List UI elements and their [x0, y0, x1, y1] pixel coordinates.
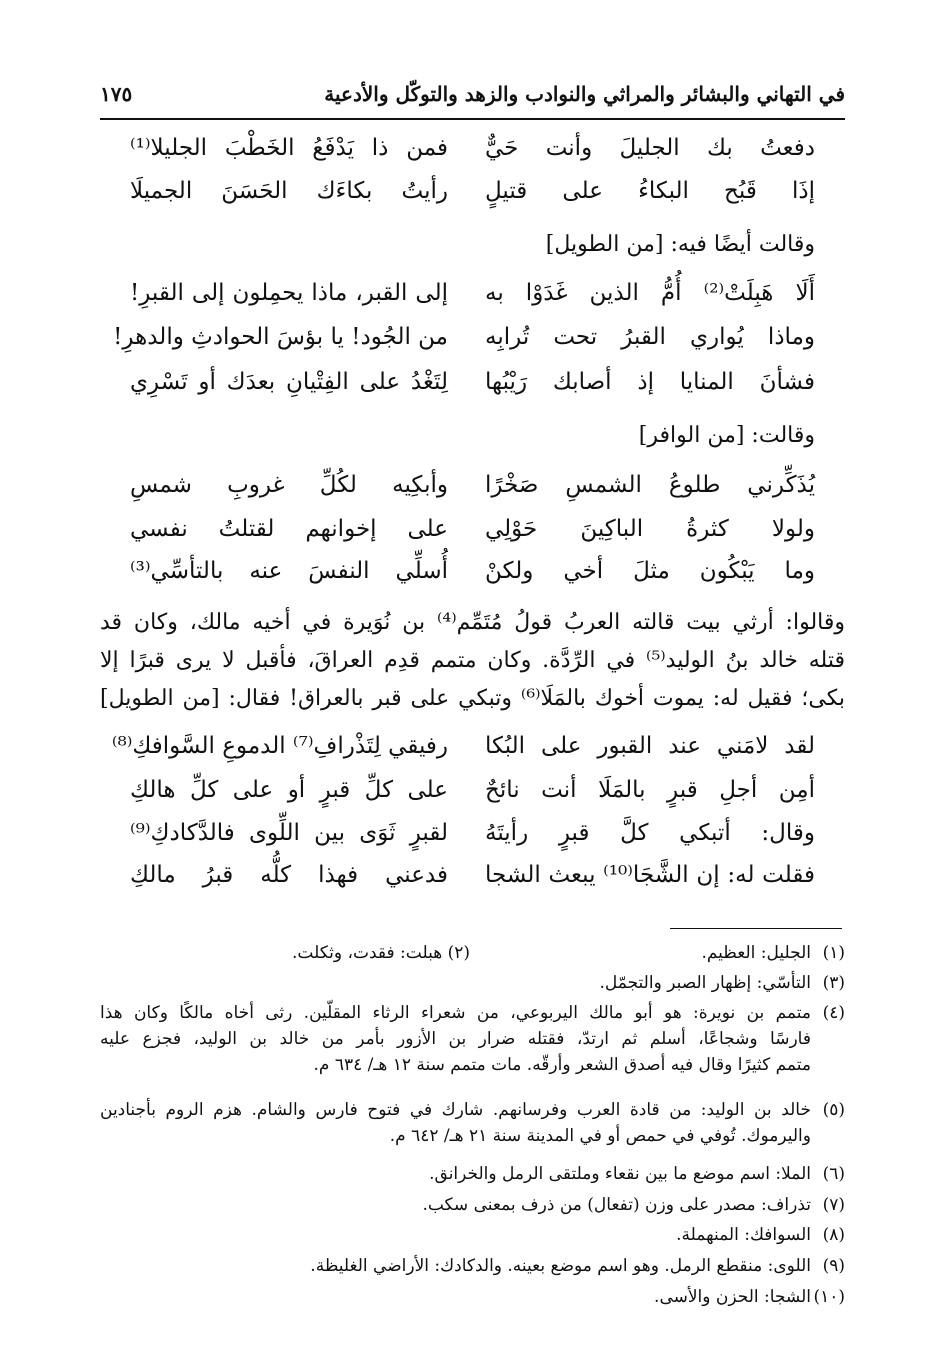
header-rule — [100, 118, 845, 120]
footnote-number: (٥) — [822, 1100, 845, 1120]
verse-first-hemistich: فقلت له: إن الشَّجَا⁽¹⁰⁾ يبعث الشجا — [485, 862, 815, 888]
verse-line — [100, 733, 845, 773]
verse-second-hemistich: لِتَغْدُ على الفِتْيانِ بعدَك أو تَسْرِي — [130, 369, 448, 395]
verse-first-hemistich: أمِن أجلِ قبرٍ بالمَلَا أنت نائحٌ — [485, 777, 815, 803]
footnote — [100, 1192, 845, 1218]
footnote-text: تذراف: مصدر على وزن (تفعال) من ذرف بمعنى سكب. — [422, 1195, 811, 1215]
verse-first-hemistich: دفعتُ بك الجليلَ وأنت حَيٌّ — [485, 135, 815, 161]
running-title: في التهاني والبشائر والمراثي والنوادب والزهد والتوكّل والأدعية — [324, 82, 845, 106]
footnote-number: (٨) — [822, 1225, 845, 1245]
footnote — [100, 1284, 845, 1310]
verse-first-hemistich: وماذا يُواري القبرُ تحت تُرابِه — [485, 324, 815, 350]
footnote-number: (٢) — [447, 943, 470, 963]
footnote-text: متمم بن نويرة: هو أبو مالك اليربوعي، من شعراء الرثاء المقلّين. رثى أخاه مالكًا وكان هذا — [100, 1003, 811, 1023]
verse-second-hemistich: إلى القبر، ماذا يحمِلون إلى القبرِ! — [130, 280, 448, 306]
verse-line — [100, 862, 845, 902]
footnote-number: (٩) — [822, 1256, 845, 1276]
verse-second-hemistich: فمن ذا يَدْفَعُ الخَطْبَ الجليلا⁽¹⁾ — [130, 135, 448, 161]
footnote-text: الجليل: العظيم. — [701, 943, 811, 963]
verse-first-hemistich: لقد لامَني عند القبور على البُكا — [485, 733, 815, 759]
verse-line — [100, 516, 845, 556]
verse-second-hemistich: وأبكِيه لكُلِّ غروبِ شمسِ — [130, 472, 448, 498]
footnote-text: فارسًا وشجاعًا، أسلم ثم ارتدّ، فقتله ضرار بن الأزور بأمر من خالد بن الوليد، فجزع عليه — [100, 1029, 811, 1049]
verse-line — [100, 280, 845, 320]
verse-line — [100, 135, 845, 175]
footnote-number: (٧) — [822, 1195, 845, 1215]
footnote-number: (٦) — [822, 1164, 845, 1184]
prose-line: بكى؛ فقيل له: يموت أخوك بالمَلَا⁽⁶⁾ وتبكي على قبر بالعراق! فقال: [من الطويل] — [100, 686, 845, 711]
footnote-text: متمم كثيرًا وقال فيه أصدق الشعر وأرقّه. مات متمم سنة ١٢ هـ/ ٦٣٤ م. — [313, 1055, 811, 1075]
verse-second-hemistich: لقبرٍ ثَوَى بين اللِّوى فالدَّكادكِ⁽⁹⁾ — [130, 820, 448, 846]
footnote-text: اللوى: منقطع الرمل. وهو اسم موضع بعينه. والدكادك: الأراضي الغليظة. — [310, 1256, 811, 1276]
footnote — [100, 1000, 845, 1078]
verse-second-hemistich: أُسلِّي النفسَ عنه بالتأسِّي⁽³⁾ — [130, 558, 448, 584]
verse-line — [100, 472, 845, 512]
poem-intro: وقالت: [من الوافر] — [638, 423, 815, 448]
page-number: ١٧٥ — [100, 82, 133, 106]
prose-line: قتله خالد بنُ الوليد⁽⁵⁾ في الرِّدَّة. وكان متمم قدِم العراقَ، فأقبل لا يرى قبرًا إلا — [100, 648, 845, 673]
footnote-text: السوافك: المنهملة. — [676, 1225, 811, 1245]
verse-first-hemistich: فشأنَ المنايا إذ أصابك رَيْبُها — [485, 369, 815, 395]
footnote-text: خالد بن الوليد: من قادة العرب وفرسانهم. شارك في فتوح فارس والشام. هزم الروم بأجنادين — [100, 1100, 811, 1120]
footnote-text: واليرموك. تُوفي في حمص أو في المدينة سنة ٢١ هـ/ ٦٤٢ م. — [389, 1126, 811, 1146]
running-header — [100, 78, 845, 114]
footnote-text: هبلت: فقدت، وثكلت. — [292, 943, 443, 963]
verse-line — [100, 777, 845, 817]
verse-second-hemistich: رفيقي لِتَذْرافِ⁽⁷⁾ الدموعِ السَّوافكِ⁽⁸⁾ — [111, 733, 448, 759]
verse-first-hemistich: وقال: أتبكي كلَّ قبرٍ رأيتَهُ — [485, 820, 815, 846]
verse-line — [100, 369, 845, 409]
footnote-number: (١٠) — [813, 1287, 845, 1307]
verse-first-hemistich: إذَا قَبُح البكاءُ على قتيلٍ — [485, 178, 815, 204]
verse-second-hemistich: من الجُود! يا بؤسَ الحوادثِ والدهرِ! — [113, 324, 448, 350]
footnote-number: (٤) — [822, 1003, 845, 1023]
footnote-text: الملا: اسم موضع ما بين نقعاء وملتقى الرمل والخرانق. — [429, 1164, 811, 1184]
footnote — [100, 1097, 845, 1149]
poem-intro: وقالت أيضًا فيه: [من الطويل] — [545, 232, 815, 257]
verse-line — [100, 324, 845, 364]
footnote-rule — [670, 928, 842, 929]
verse-first-hemistich: ولولا كثرةُ الباكِينَ حَوْلِي — [485, 516, 815, 542]
verse-second-hemistich: فدعني فهذا كلُّه قبرُ مالكِ — [130, 862, 448, 888]
verse-second-hemistich: رأيتُ بكاءَك الحَسَنَ الجميلَا — [130, 178, 448, 204]
footnote-text: الشجا: الحزن والأسى. — [654, 1287, 811, 1307]
verse-first-hemistich: وما يَبْكُون مثلَ أخي ولكنْ — [485, 558, 815, 584]
footnote — [100, 970, 845, 996]
verse-line — [100, 558, 845, 598]
prose-line: وقالوا: أرثي بيت قالته العربُ قولُ مُتَمِّم⁽⁴⁾ بن نُوَيرة في أخيه مالك، وكان قد — [100, 610, 845, 635]
verse-first-hemistich: أَلَا هَبِلَتْ⁽²⁾ أُمُّ الذين غَدَوْا به — [485, 280, 815, 306]
footnote — [100, 1161, 845, 1187]
prose-paragraph — [100, 604, 845, 718]
footnote — [100, 1222, 845, 1248]
verse-second-hemistich: على كلِّ قبرٍ أو على كلِّ هالكِ — [130, 777, 448, 803]
footnote — [130, 943, 470, 963]
footnote-number: (٣) — [822, 973, 845, 993]
footnote-number: (١) — [822, 943, 845, 963]
verse-second-hemistich: على إخوانهم لقتلتُ نفسي — [130, 516, 448, 542]
verse-line — [100, 820, 845, 860]
verse-first-hemistich: يُذَكِّرني طلوعُ الشمسِ صَخْرًا — [485, 472, 815, 498]
verse-line — [100, 178, 845, 218]
footnote-text: التأسّي: إظهار الصبر والتجمّل. — [599, 973, 811, 993]
footnote — [100, 1253, 845, 1279]
